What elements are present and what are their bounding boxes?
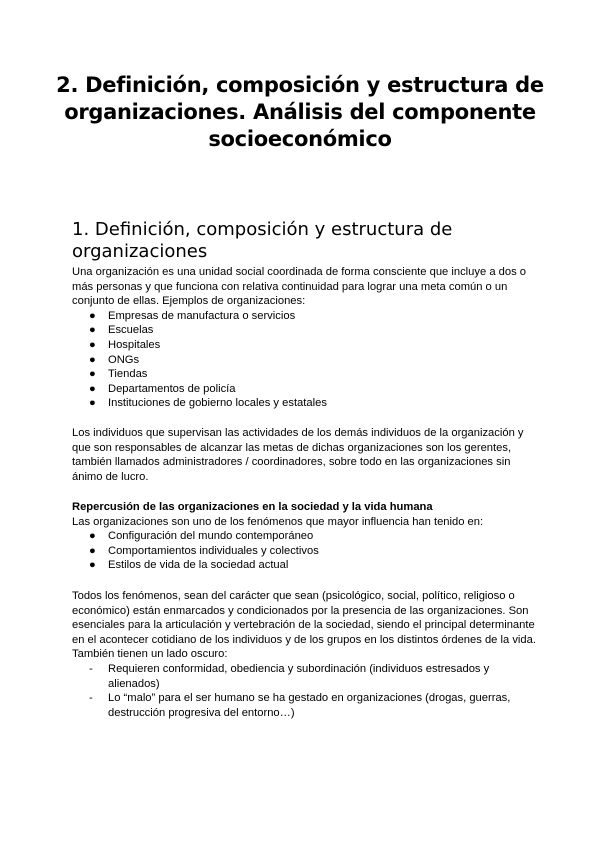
bullet-icon: ●	[89, 559, 96, 572]
list-item: ● ONGs	[89, 353, 140, 366]
list-item: ● Empresas de manufactura o servicios	[89, 309, 296, 322]
influence-list	[72, 529, 542, 573]
document-title: 2. Definición, composición y estructura de organizaciones. Análisis del componente socioeconómico	[56, 73, 544, 151]
section-heading: 1. Definición, composición y estructura de organizaciones	[72, 219, 453, 262]
list-item: ● Estilos de vida de la sociedad actual	[89, 559, 289, 572]
bullet-icon: ●	[89, 338, 96, 351]
subheading: Repercusión de las organizaciones en la sociedad y la vida humana	[72, 501, 433, 513]
bullet-icon: ●	[89, 382, 96, 395]
bullet-icon: ●	[89, 397, 96, 410]
bullet-icon: ●	[89, 368, 96, 381]
bullet-icon: ●	[89, 530, 96, 543]
list-item: - Requieren conformidad, obediencia y subordinación (individuos estresados y alienados)	[89, 662, 490, 690]
dark-side-list	[72, 662, 542, 720]
phenomena-paragraph: Todos los fenómenos, sean del carácter que sean (psicológico, social, político, religioso o económico) están enmarcados y condicionados por la presencia de las organizaciones. Son esenciales para la articulación y vertebración de la sociedad, siendo el principal determinante en el acontecer cotidiano de los individuos y de los grupos en los distintos órdenes de la vida. También tienen un lado oscuro:	[72, 590, 536, 661]
bullet-icon: ●	[89, 324, 96, 337]
list-item: ● Escuelas	[89, 324, 154, 337]
bullet-icon: ●	[89, 544, 96, 557]
bullet-icon: ●	[89, 309, 96, 322]
intro-block	[72, 265, 542, 411]
list-item: ● Configuración del mundo contemporáneo	[89, 530, 314, 543]
dash-icon: -	[89, 662, 93, 675]
managers-paragraph: Los individuos que supervisan las actividades de los demás individuos de la organización y que son responsables de alcanzar las metas de dichas organizaciones son los gerentes, también llamados administradores / coordinadores, sobre todo en las organizaciones sin ánimo de lucro.	[72, 427, 524, 483]
managers-block	[72, 426, 542, 484]
bullet-icon: ●	[89, 353, 96, 366]
list-item: ● Comportamientos individuales y colectivos	[89, 544, 319, 557]
dash-icon: -	[89, 692, 93, 705]
influence-block	[72, 500, 542, 573]
list-item: - Lo “malo” para el ser humano se ha gestado en organizaciones (drogas, guerras, destrucción progresiva del entorno…)	[89, 692, 511, 719]
intro-paragraph: Una organización es una unidad social coordinada de forma consciente que incluye a dos o más personas y que funciona con relativa continuidad para lograr una meta común o un conjunto de ellas. Ejemplos de organizaciones:	[72, 266, 527, 308]
list-item: ● Departamentos de policía	[89, 382, 236, 395]
list-item: ● Tiendas	[89, 368, 148, 381]
list-item: ● Instituciones de gobierno locales y estatales	[89, 397, 327, 410]
examples-list	[72, 309, 542, 411]
phenomena-block	[72, 589, 542, 720]
influence-intro: Las organizaciones son uno de los fenómenos que mayor influencia han tenido en:	[72, 515, 484, 528]
list-item: ● Hospitales	[89, 338, 161, 351]
